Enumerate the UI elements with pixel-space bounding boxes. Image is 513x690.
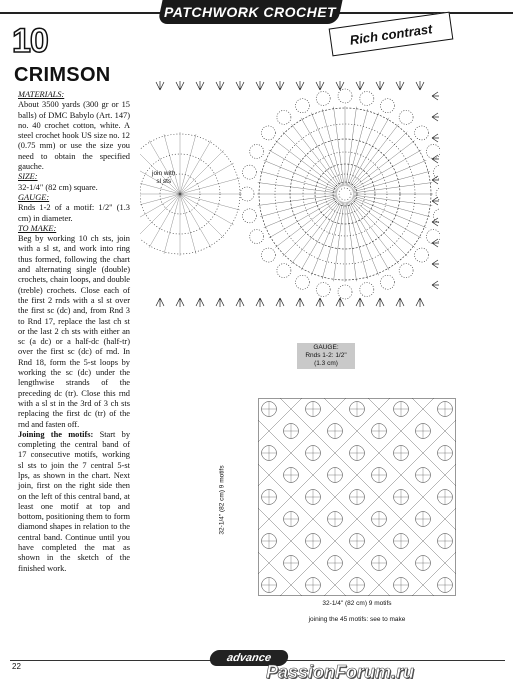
chart-stitch	[353, 195, 432, 205]
chart-stitch	[296, 298, 304, 307]
chart-stitch	[376, 81, 384, 90]
chart-stitch	[349, 118, 389, 187]
filler-cell	[258, 420, 280, 442]
chart-stitch	[176, 298, 184, 307]
sketch-caption: joining the 45 motifs: see to make	[308, 616, 406, 623]
gauge-box-line1: GAUGE:	[313, 344, 339, 351]
chart-stitch	[353, 183, 432, 193]
join-label	[152, 170, 175, 186]
chart-stitch	[350, 124, 399, 187]
chart-stitch	[236, 298, 244, 307]
filler-cell	[324, 442, 346, 464]
chart-stitch	[296, 81, 304, 90]
chart-stitch	[180, 194, 234, 225]
chart-stitch	[256, 81, 264, 90]
chart-stitch	[336, 298, 344, 307]
gauge-box	[297, 343, 355, 369]
chart-stitch	[242, 209, 256, 223]
filler-cell	[434, 420, 456, 442]
chart-stitch	[415, 126, 429, 140]
chart-stitch	[276, 81, 284, 90]
pattern-number: 10	[12, 22, 48, 60]
chart-stitch	[351, 199, 414, 248]
filler-cell	[390, 552, 412, 574]
filler-cell	[412, 574, 434, 596]
advance-logo: advance	[209, 650, 290, 666]
chart-stitch	[258, 195, 337, 205]
filler-cell	[280, 486, 302, 508]
chart-stitch	[426, 144, 440, 158]
chart-stitch	[338, 89, 352, 103]
chart-stitch	[295, 99, 309, 113]
instructions-column	[18, 90, 130, 574]
chart-stitch	[275, 199, 338, 248]
chart-stitch	[360, 91, 374, 105]
chart-stitch	[275, 140, 338, 189]
chart-stitch	[180, 194, 224, 238]
to-make-heading: TO MAKE:	[18, 223, 57, 233]
chart-stitch	[415, 248, 429, 262]
filler-cell	[368, 574, 390, 596]
filler-cell	[258, 464, 280, 486]
filler-cell	[412, 486, 434, 508]
chart-stitch	[140, 194, 180, 210]
filler-cell	[390, 420, 412, 442]
watermark: PassionForum.ru	[266, 662, 415, 682]
chart-stitch	[216, 298, 224, 307]
crochet-chart	[140, 76, 440, 311]
chart-stitch	[416, 81, 424, 90]
filler-cell	[258, 552, 280, 574]
chart-stitch	[381, 275, 395, 289]
chart-stitch	[276, 298, 284, 307]
chart-stitch	[316, 91, 330, 105]
filler-cell	[346, 464, 368, 486]
chart-stitch	[396, 298, 404, 307]
filler-cell	[346, 420, 368, 442]
to-make-text: Beg by working 10 ch sts, join with a sl st, and work into ring thus formed, following the chart and alternating single (double) crochets, chain loops, and double (treble) crochets. Close each of the first 2 rnds with a sl st over the first sc (dc) and, from Rnd 3 to Rnd 17, replace the last ch st or the last 2 ch sts with either an sc (a dc) or a half-dc (half-tr) over the first sc (dc) of rnd. In Rnd 18, form the 5-st loops by working the sc (dc) under the lengthwise strands of the preceding dc (tr). Close this rnd with a sl st in the 3rd of 3 ch sts replacing the first dc (tr) of the rnd and fasten off.	[18, 234, 130, 429]
chart-stitch	[269, 150, 338, 190]
motif-layout-sketch	[258, 398, 456, 596]
chart-stitch	[353, 196, 430, 217]
chart-stitch	[240, 187, 254, 201]
joining-heading: Joining the motifs:	[18, 429, 94, 439]
gauge-heading: GAUGE:	[18, 192, 50, 202]
chart-stitch	[180, 194, 211, 248]
filler-cell	[390, 464, 412, 486]
chart-stitch	[351, 140, 414, 189]
materials-heading: MATERIALS:	[18, 90, 65, 99]
chart-stitch	[432, 218, 439, 226]
chart-stitch	[156, 298, 164, 307]
chart-stitch	[432, 155, 439, 163]
chart-stitch	[258, 183, 337, 193]
chart-stitch	[356, 81, 364, 90]
chart-stitch	[250, 144, 264, 158]
chart-stitch	[346, 107, 356, 186]
filler-cell	[368, 530, 390, 552]
chart-stitch	[180, 163, 234, 194]
filler-cell	[412, 530, 434, 552]
chart-stitch	[322, 202, 343, 279]
chart-stitch	[416, 298, 424, 307]
joining-text: Start by completing the central band of 17 consecutive motifs, working sl sts to join the 7 central 5-st lps, as shown in the chart. Next join, first on the right side then on the left of this central band, at least one motif at top and bottom, positioning them to form diamond shapes in relation to the central band. Continue until you have completed the mat as shown in the sketch of the finished work.	[18, 429, 131, 573]
filler-cell	[390, 508, 412, 530]
chart-stitch	[291, 200, 340, 263]
rich-contrast-ribbon	[329, 12, 454, 57]
chart-stitch	[399, 110, 413, 124]
chart-stitch	[164, 194, 180, 254]
size-text: 32-1/4" (82 cm) square.	[18, 182, 98, 192]
ribbon-text: Rich contrast	[348, 20, 434, 48]
size-heading: SIZE:	[18, 172, 38, 182]
chart-stitch	[277, 110, 291, 124]
gauge-text: Rnds 1-2 of a motif: 1/2" (1.3 cm) in diameter.	[18, 203, 130, 223]
chart-stitch	[316, 283, 330, 297]
chart-stitch	[376, 298, 384, 307]
filler-cell	[280, 530, 302, 552]
chart-stitch	[432, 92, 439, 100]
chart-stitch	[350, 200, 399, 263]
chart-stitch	[260, 171, 337, 192]
chart-stitch	[432, 176, 439, 184]
chart-stitch	[334, 107, 344, 186]
chart-stitch	[261, 126, 275, 140]
filler-cell	[346, 552, 368, 574]
chart-stitch	[346, 202, 356, 281]
chart-stitch	[381, 99, 395, 113]
chart-stitch	[236, 81, 244, 90]
chart-stitch	[432, 239, 439, 247]
chart-stitch	[334, 202, 344, 281]
chart-stitch	[316, 298, 324, 307]
chart-stitch	[196, 81, 204, 90]
filler-cell	[280, 574, 302, 596]
filler-cell	[302, 508, 324, 530]
filler-cell	[302, 464, 324, 486]
section-banner-text: PATCHWORK CROCHET	[163, 4, 337, 20]
chart-stitch	[436, 187, 440, 201]
chart-stitch	[353, 171, 430, 192]
gauge-box-line2: Rnds 1-2: 1/2"	[305, 352, 347, 359]
chart-stitch	[347, 202, 368, 279]
chart-stitch	[295, 275, 309, 289]
chart-stitch	[250, 230, 264, 244]
filler-cell	[412, 442, 434, 464]
chart-stitch	[291, 124, 340, 187]
chart-stitch	[180, 140, 211, 194]
chart-stitch	[336, 81, 344, 90]
chart-stitch	[396, 81, 404, 90]
chart-stitch	[360, 283, 374, 297]
chart-stitch	[242, 165, 256, 179]
sketch-horizontal-label: 32-1/4" (82 cm) 9 motifs	[322, 600, 392, 607]
pattern-title: CRIMSON	[14, 64, 111, 86]
chart-stitch	[196, 298, 204, 307]
chart-stitch	[180, 194, 240, 210]
gauge-box-line3: (1.3 cm)	[314, 360, 338, 367]
chart-stitch	[349, 201, 389, 270]
chart-stitch	[432, 197, 439, 205]
chart-stitch	[277, 264, 291, 278]
chart-stitch	[316, 81, 324, 90]
filler-cell	[302, 420, 324, 442]
filler-cell	[302, 552, 324, 574]
filler-cell	[258, 508, 280, 530]
chart-stitch	[180, 178, 240, 194]
filler-cell	[434, 508, 456, 530]
chart-stitch	[432, 113, 439, 121]
chart-stitch	[432, 134, 439, 142]
join-label-line1: join with	[152, 170, 176, 177]
chart-stitch	[356, 298, 364, 307]
chart-stitch	[322, 109, 343, 186]
chart-stitch	[432, 260, 439, 268]
chart-stitch	[301, 118, 341, 187]
chart-stitch	[338, 285, 352, 299]
filler-cell	[368, 442, 390, 464]
filler-cell	[412, 398, 434, 420]
filler-cell	[346, 508, 368, 530]
chart-stitch	[426, 230, 440, 244]
chart-stitch	[176, 81, 184, 90]
filler-cell	[324, 574, 346, 596]
chart-stitch	[260, 196, 337, 217]
chart-stitch	[180, 150, 224, 194]
filler-cell	[324, 530, 346, 552]
sketch-vertical-text: 32-1/4" (82 cm) 9 motifs	[218, 465, 226, 535]
chart-stitch	[149, 194, 180, 248]
filler-cell	[368, 398, 390, 420]
chart-stitch	[339, 188, 351, 200]
join-label-line2: sl sts	[156, 178, 172, 185]
chart-stitch	[432, 281, 439, 289]
chart-stitch	[216, 81, 224, 90]
chart-stitch	[347, 109, 368, 186]
chart-stitch	[256, 298, 264, 307]
filler-cell	[324, 398, 346, 420]
chart-stitch	[399, 264, 413, 278]
chart-stitch	[180, 134, 196, 194]
filler-cell	[280, 398, 302, 420]
materials-text: About 3500 yards (300 gr or 15 balls) of DMC Babylo (Art. 147) no. 40 crochet cotton, white. A steel crochet hook US size no. 12 (0.75 mm) or use the size you need to obtain the specified gauche.	[18, 100, 130, 172]
filler-cell	[434, 552, 456, 574]
filler-cell	[434, 464, 456, 486]
chart-stitch	[180, 194, 196, 254]
filler-cell	[280, 442, 302, 464]
chart-stitch	[301, 201, 341, 270]
chart-stitch	[261, 248, 275, 262]
page-number: 22	[12, 662, 21, 671]
section-banner	[157, 0, 342, 24]
chart-stitch	[156, 81, 164, 90]
filler-cell	[368, 486, 390, 508]
filler-cell	[324, 486, 346, 508]
chart-stitch	[140, 194, 180, 225]
